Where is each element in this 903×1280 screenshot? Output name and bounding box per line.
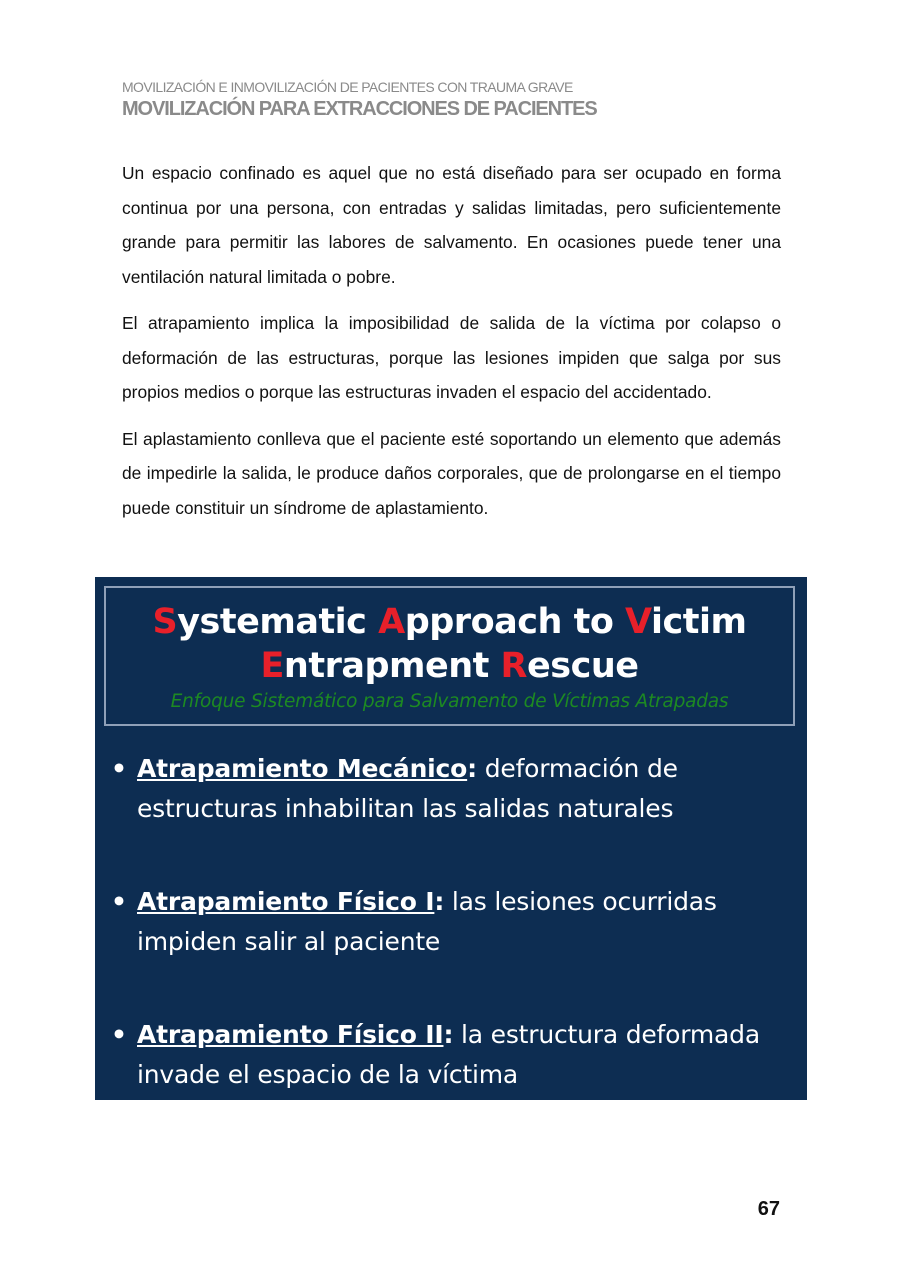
bullet-colon: : [443,1020,454,1049]
slide-bullet-list [111,749,801,1148]
bullet-colon: : [467,754,477,783]
slide-image [95,577,807,1100]
header-title: MOVILIZACIÓN PARA EXTRACCIONES DE PACIENTES [122,98,597,120]
slide-bullet [111,1015,801,1095]
title-segment: escue [527,646,639,686]
title-segment: ystematic [177,602,379,642]
bullet-term: Atrapamiento Físico II [137,1020,444,1049]
bullet-term: Atrapamiento Físico I [137,887,435,916]
title-segment: A [378,602,405,642]
paragraph: El aplastamiento conlleva que el paciente esté soportando un elemento que además de impedirle la salida, le produce daños corporales, que de prolongarse en el tiempo puede constituir un síndrome de aplastamiento. [122,428,781,518]
bullet-text: deformación de estructuras inhabilitan las salidas naturales [137,754,678,823]
running-header [122,78,822,122]
slide-title-line-2 [106,644,793,688]
page-number: 67 [757,1198,780,1220]
slide-bullet [111,749,801,829]
bullet-text: las lesiones ocurridas impiden salir al paciente [137,887,717,956]
bullet-dot-icon: • [111,887,127,916]
title-segment: ntrapment [283,646,501,686]
title-segment: ictim [651,602,747,642]
bullet-dot-icon: • [111,754,127,783]
bullet-dot-icon: • [111,1020,127,1049]
title-segment: R [500,646,527,686]
title-segment: E [260,646,284,686]
slide-title-line-1 [106,600,793,644]
header-subtitle: MOVILIZACIÓN E INMOVILIZACIÓN DE PACIENTES CON TRAUMA GRAVE [122,79,573,95]
slide-subtitle: Enfoque Sistemático para Salvamento de Víctimas Atrapadas [170,691,729,712]
body-text [122,156,781,537]
paragraph: El atrapamiento implica la imposibilidad de salida de la víctima por colapso o deformación de las estructuras, porque las lesiones impiden que salga por sus propios medios o porque las estructuras invaden el espacio del accidentado. [122,313,781,402]
slide-title-box [104,586,795,726]
paragraph: Un espacio confinado es aquel que no está diseñado para ser ocupado en forma continua por una persona, con entradas y salidas limitadas, pero suficientemente grande para permitir las labores de salvamento. En ocasiones puede tener una ventilación natural limitada o pobre. [122,163,781,287]
title-segment: S [152,602,178,642]
title-segment: V [625,602,652,642]
bullet-text: la estructura deformada invade el espacio de la víctima [137,1020,760,1089]
title-segment: pproach to [404,602,626,642]
bullet-colon: : [434,887,445,916]
slide-bullet [111,882,801,962]
bullet-term: Atrapamiento Mecánico [137,754,468,783]
